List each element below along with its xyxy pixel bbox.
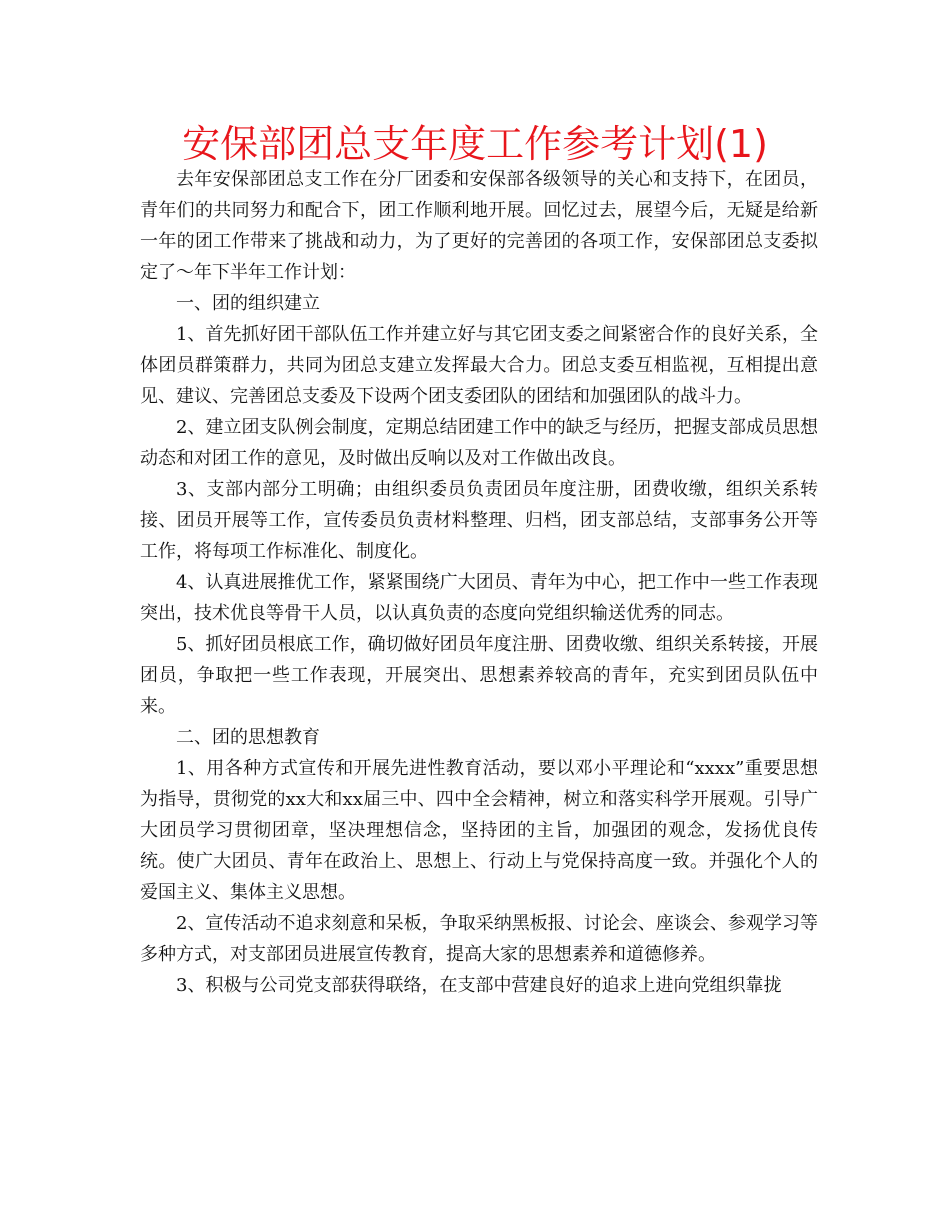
paragraph-edu-item-1: 1、用各种方式宣传和开展先进性教育活动，要以邓小平理论和“xxxx”重要思想为指导，贯彻党的xx大和xx届三中、四中全会精神，树立和落实科学开展观。引导广大团员学习贯彻团章，坚决理想信念，坚持团的主旨，加强团的观念，发扬优良传统。使广大团员、青年在政治上、思想上、行动上与党保持高度一致。并强化个人的爱国主义、集体主义思想。 [140,758,818,903]
paragraph-org-item-2: 2、建立团支队例会制度，定期总结团建工作中的缺乏与经历，把握支部成员思想动态和对团工作的意见，及时做出反响以及对工作做出改良。 [140,417,818,469]
paragraph-org-item-4: 4、认真进展推优工作，紧紧围绕广大团员、青年为中心，把工作中一些工作表现突出，技术优良等骨干人员，以认真负责的态度向党组织输送优秀的同志。 [140,572,818,624]
paragraph-edu-item-2: 2、宣传活动不追求刻意和呆板，争取采纳黑板报、讨论会、座谈会、参观学习等多种方式，对支部团员进展宣传教育，提高大家的思想素养和道德修养。 [140,913,818,965]
paragraph-intro: 去年安保部团总支工作在分厂团委和安保部各级领导的关心和支持下，在团员，青年们的共同努力和配合下，团工作顺利地开展。回忆过去，展望今后，无疑是给新一年的团工作带来了挑战和动力，为了更好的完善团的各项工作，安保部团总支委拟定了～年下半年工作计划： [140,169,818,283]
paragraph-org-item-1: 1、首先抓好团干部队伍工作并建立好与其它团支委之间紧密合作的良好关系，全体团员群策群力，共同为团总支建立发挥最大合力。团总支委互相监视，互相提出意见、建议、完善团总支委及下设两个团支委团队的团结和加强团队的战斗力。 [140,324,818,407]
document-title: 安保部团总支年度工作参考计划(1) [182,122,768,166]
section-heading-education: 二、团的思想教育 [176,727,320,748]
paragraph-edu-item-3: 3、积极与公司党支部获得联络，在支部中营建良好的追求上进向党组织靠拢 [176,975,782,996]
section-heading-organization: 一、团的组织建立 [176,293,320,314]
paragraph-org-item-5: 5、抓好团员根底工作，确切做好团员年度注册、团费收缴、组织关系转接，开展团员，争取把一些工作表现，开展突出、思想素养较高的青年，充实到团员队伍中来。 [140,634,818,717]
paragraph-org-item-3: 3、支部内部分工明确；由组织委员负责团员年度注册，团费收缴，组织关系转接、团员开展等工作，宣传委员负责材料整理、归档，团支部总结，支部事务公开等工作，将每项工作标准化、制度化。 [140,479,818,562]
document-body [140,164,818,1001]
